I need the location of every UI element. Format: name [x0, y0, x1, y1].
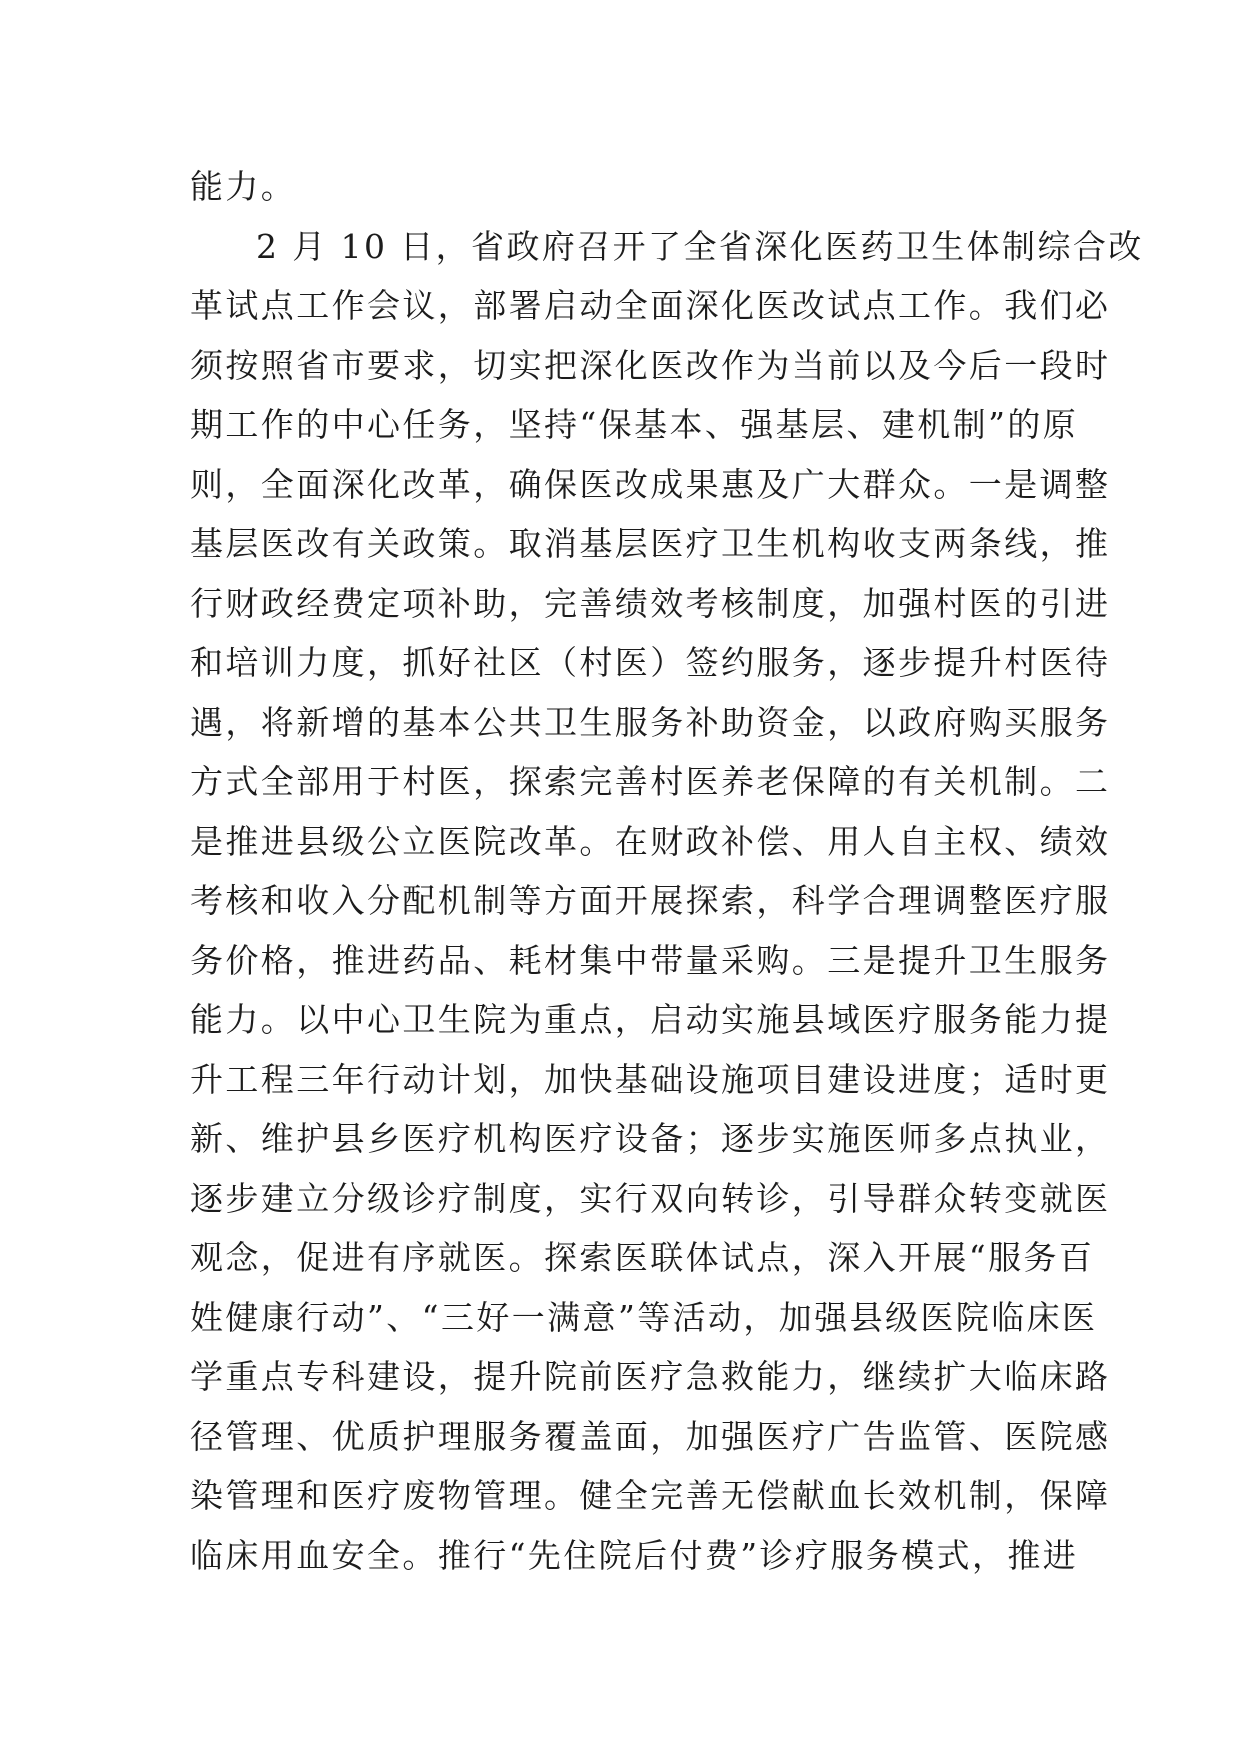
text-line: 升工程三年行动计划，加快基础设施项目建设进度；适时更	[190, 1059, 1111, 1099]
text-line: 遇，将新增的基本公共卫生服务补助资金，以政府购买服务	[190, 702, 1111, 742]
text-line: 行财政经费定项补助，完善绩效考核制度，加强村医的引进	[190, 583, 1111, 623]
text-line: 务价格，推进药品、耗材集中带量采购。三是提升卫生服务	[190, 940, 1111, 980]
text-line: 临床用血安全。推行“先住院后付费”诊疗服务模式，推进	[190, 1535, 1079, 1575]
text-line: 学重点专科建设，提升院前医疗急救能力，继续扩大临床路	[190, 1357, 1111, 1396]
text-line: 方式全部用于村医，探索完善村医养老保障的有关机制。二	[190, 762, 1111, 801]
text-line: 能力。以中心卫生院为重点，启动实施县域医疗服务能力提	[190, 1000, 1111, 1039]
text-line: 新、维护县乡医疗机构医疗设备；逐步实施医师多点执业，	[190, 1119, 1111, 1158]
text-line: 期工作的中心任务，坚持“保基本、强基层、建机制”的原	[190, 405, 1079, 444]
text-line: 须按照省市要求，切实把深化医改作为当前以及今后一段时	[190, 345, 1111, 385]
text-line: 和培训力度，抓好社区（村医）签约服务，逐步提升村医待	[190, 643, 1111, 682]
text-line: 考核和收入分配机制等方面开展探索，科学合理调整医疗服	[190, 881, 1111, 920]
text-line: 是推进县级公立医院改革。在财政补偿、用人自主权、绩效	[190, 821, 1111, 861]
text-line: 革试点工作会议，部署启动全面深化医改试点工作。我们必	[190, 286, 1111, 325]
text-line: 观念，促进有序就医。探索医联体试点，深入开展“服务百	[190, 1238, 1095, 1277]
text-line: 基层医改有关政策。取消基层医疗卫生机构收支两条线，推	[190, 524, 1111, 563]
text-line: 则，全面深化改革，确保医改成果惠及广大群众。一是调整	[190, 464, 1111, 504]
text-line: 能力。	[190, 167, 297, 206]
body-text	[190, 157, 1144, 1585]
text-line: 径管理、优质护理服务覆盖面，加强医疗广告监管、医院感	[190, 1416, 1111, 1456]
text-line: 姓健康行动”、“三好一满意”等活动，加强县级医院临床医	[190, 1297, 1098, 1337]
paragraph-first-line: 2 月 10 日，省政府召开了全省深化医药卫生体制综合改	[256, 226, 1144, 266]
text-line: 染管理和医疗废物管理。健全完善无偿献血长效机制，保障	[190, 1476, 1111, 1515]
text-line: 逐步建立分级诊疗制度，实行双向转诊，引导群众转变就医	[190, 1178, 1111, 1218]
